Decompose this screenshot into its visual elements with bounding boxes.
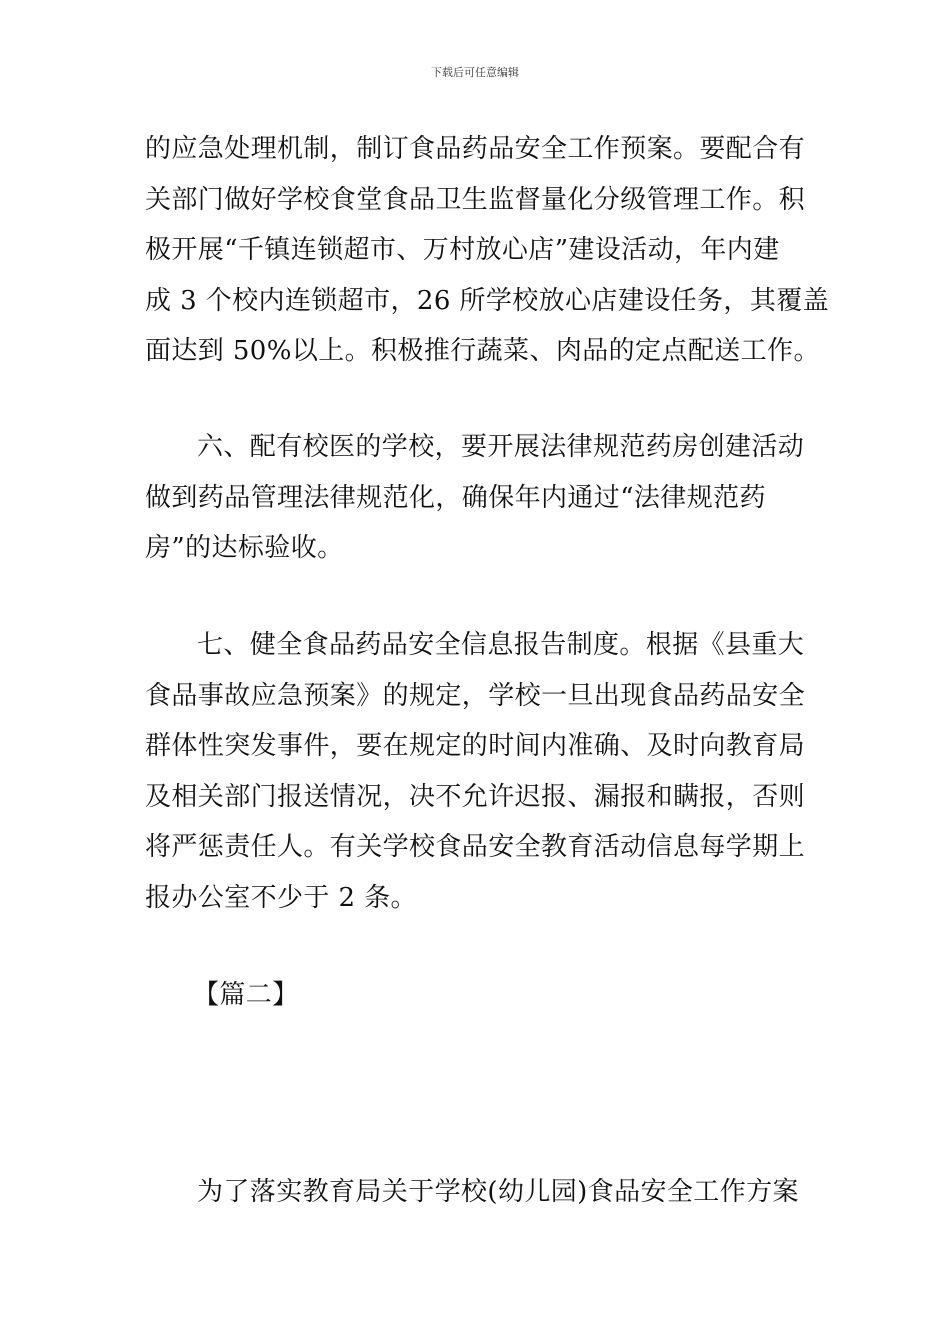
section-heading [145,970,810,1021]
paragraph-line: 七、健全食品药品安全信息报告制度。根据《县重大 [197,630,805,660]
paragraph-item-six [145,422,810,574]
paragraph-continued [145,124,830,377]
paragraph-line: 关部门做好学校食堂食品卫生监督量化分级管理工作。积 [145,184,806,215]
page-header-note: 下载后可任意编辑 [431,66,519,79]
paragraph-line: 群体性突发事件，要在规定的时间内准确、及时向教育局 [145,731,806,761]
paragraph-line: 将严惩责任人。有关学校食品安全教育活动信息每学期上 [145,832,806,862]
paragraph-line: 成 3 个校内连锁超市，26 所学校放心店建设任务，其覆盖 [145,285,830,316]
paragraph-line: 食品事故应急预案》的规定，学校一旦出现食品药品安全 [145,680,806,711]
paragraph-line: 为了落实教育局关于学校(幼儿园)食品安全工作方案 [197,1177,799,1207]
paragraph-line: 做到药品管理法律规范化，确保年内通过“法律规范药 [145,482,766,513]
paragraph-line: 六、配有校医的学校，要开展法律规范药房创建活动 [197,432,805,462]
paragraph-line: 的应急处理机制，制订食品药品安全工作预案。要配合有 [145,134,806,164]
paragraph-line: 报办公室不少于 2 条。 [145,882,417,913]
paragraph-item-seven [145,620,810,923]
paragraph-line: 极开展“千镇连锁超市、万村放心店”建设活动，年内建 [145,235,780,265]
paragraph-line: 及相关部门报送情况，决不允许迟报、漏报和瞒报，否则 [145,781,806,812]
section-two-heading: 【篇二】 [193,980,299,1010]
paragraph-line: 面达到 50%以上。积极推行蔬菜、肉品的定点配送工作。 [145,336,820,366]
paragraph-intro [145,1167,810,1218]
paragraph-line: 房”的达标验收。 [145,533,344,563]
